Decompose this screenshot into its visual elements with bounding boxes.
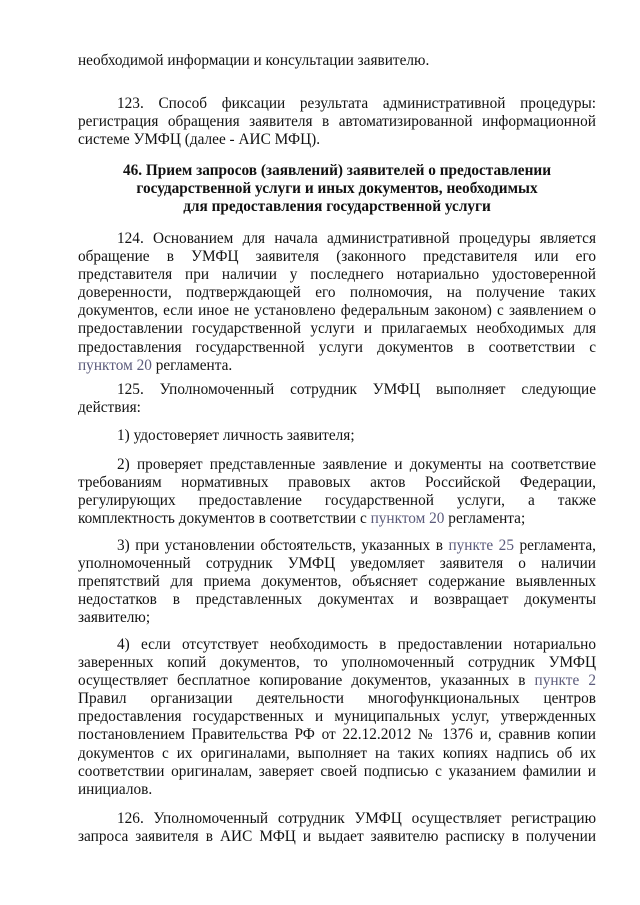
text-line: обращение в УМФЦ заявителя (законного представителя или его [78, 248, 596, 266]
text-line: заверенных копий документов, то уполномоченный сотрудник УМФЦ [78, 654, 596, 672]
text-line: 4) если отсутствует необходимость в предоставлении нотариально [117, 636, 596, 653]
text-line: недостатков в представленных документах и возвращает документы [78, 591, 596, 609]
text-line [78, 672, 596, 690]
paragraph-continuation [78, 52, 596, 70]
text-line: 2) проверяет представленные заявление и документы на соответствие [117, 456, 596, 473]
link-punkt-2[interactable]: пункте 2 [534, 672, 596, 690]
text-line: Правил организации деятельности многофункциональных центров [78, 690, 596, 708]
heading-line: для предоставления государственной услуги [183, 198, 491, 216]
section-heading-46 [78, 162, 596, 216]
link-punkt-20[interactable]: пунктом 20 [78, 356, 152, 374]
text-line: предоставления государственной услуги документов в соответствии с [78, 338, 596, 356]
text-line: 124. Основанием для начала административной процедуры является [117, 230, 596, 247]
list-item-4 [78, 636, 596, 799]
paragraph-125 [78, 381, 596, 417]
text-line: 123. Способ фиксации результата административной процедуры: [117, 95, 596, 112]
text-line: необходимой информации и консультации заявителю. [78, 52, 430, 69]
paragraph-126 [78, 810, 596, 846]
text-line [78, 357, 596, 375]
text-line: постановлением Правительства РФ от 22.12.2012 № 1376 и, сравнив копии [78, 726, 596, 744]
link-punkt-20[interactable]: пунктом 20 [370, 510, 445, 528]
text-line: уполномоченный сотрудник УМФЦ уведомляет заявителя о наличии [78, 555, 596, 573]
paragraph-124 [78, 230, 596, 375]
list-item-3 [78, 537, 596, 627]
text-line: инициалов. [78, 780, 153, 798]
text-line: 125. Уполномоченный сотрудник УМФЦ выполняет следующие [117, 381, 596, 398]
text-fragment: регламента, [513, 537, 596, 554]
text-fragment: осуществляет бесплатное копирование документов, указанных в [78, 672, 535, 690]
text-fragment: регламента. [151, 356, 233, 374]
text-line [78, 510, 596, 528]
text-line: системе УМФЦ (далее - АИС МФЦ). [78, 131, 321, 149]
text-line: регулирующих предоставление государственной услуги, а также [78, 492, 596, 510]
list-item-1 [78, 427, 596, 445]
list-item-2 [78, 456, 596, 528]
text-line: 126. Уполномоченный сотрудник УМФЦ осуществляет регистрацию [117, 810, 596, 827]
text-line: заявителю; [78, 609, 151, 627]
text-line: 1) удостоверяет личность заявителя; [117, 427, 355, 444]
link-punkt-25[interactable]: пункте 25 [448, 537, 514, 554]
heading-line: государственной услуги и иных документов, необходимых [136, 180, 538, 198]
text-line: препятствий для приема документов, объясняет содержание выявленных [78, 573, 596, 591]
text-line: документов, если иное не установлено федеральным законом) с заявлением о [78, 302, 596, 320]
text-line: предоставления государственных и муниципальных услуг, утвержденных [78, 708, 596, 726]
paragraph-123 [78, 95, 596, 149]
text-line: документов с их оригиналами, выполняет на таких копиях надпись об их [78, 744, 596, 762]
text-line [78, 537, 596, 555]
text-line: доверенности, подтверждающей его полномочия, на получение таких [78, 284, 596, 302]
text-fragment: 3) при установлении обстоятельств, указанных в [117, 537, 449, 554]
text-line: регистрация обращения заявителя в автоматизированной информационной [78, 113, 596, 131]
text-line: требованиям нормативных правовых актов Российской Федерации, [78, 474, 596, 492]
text-line: запроса заявителя в АИС МФЦ и выдает заявителю расписку в получении [78, 828, 596, 846]
text-line: предоставлении государственной услуги и прилагаемых необходимых для [78, 320, 596, 338]
heading-line: 46. Прием запросов (заявлений) заявителей о предоставлении [122, 162, 552, 179]
text-fragment: регламента; [444, 510, 526, 528]
text-fragment: комплектность документов в соответствии с [78, 510, 371, 528]
text-line: действия: [78, 399, 141, 417]
text-line: представителя при наличии у последнего нотариально удостоверенной [78, 266, 596, 284]
text-line: соответствии оригиналам, заверяет своей подписью с указанием фамилии и [78, 762, 596, 780]
